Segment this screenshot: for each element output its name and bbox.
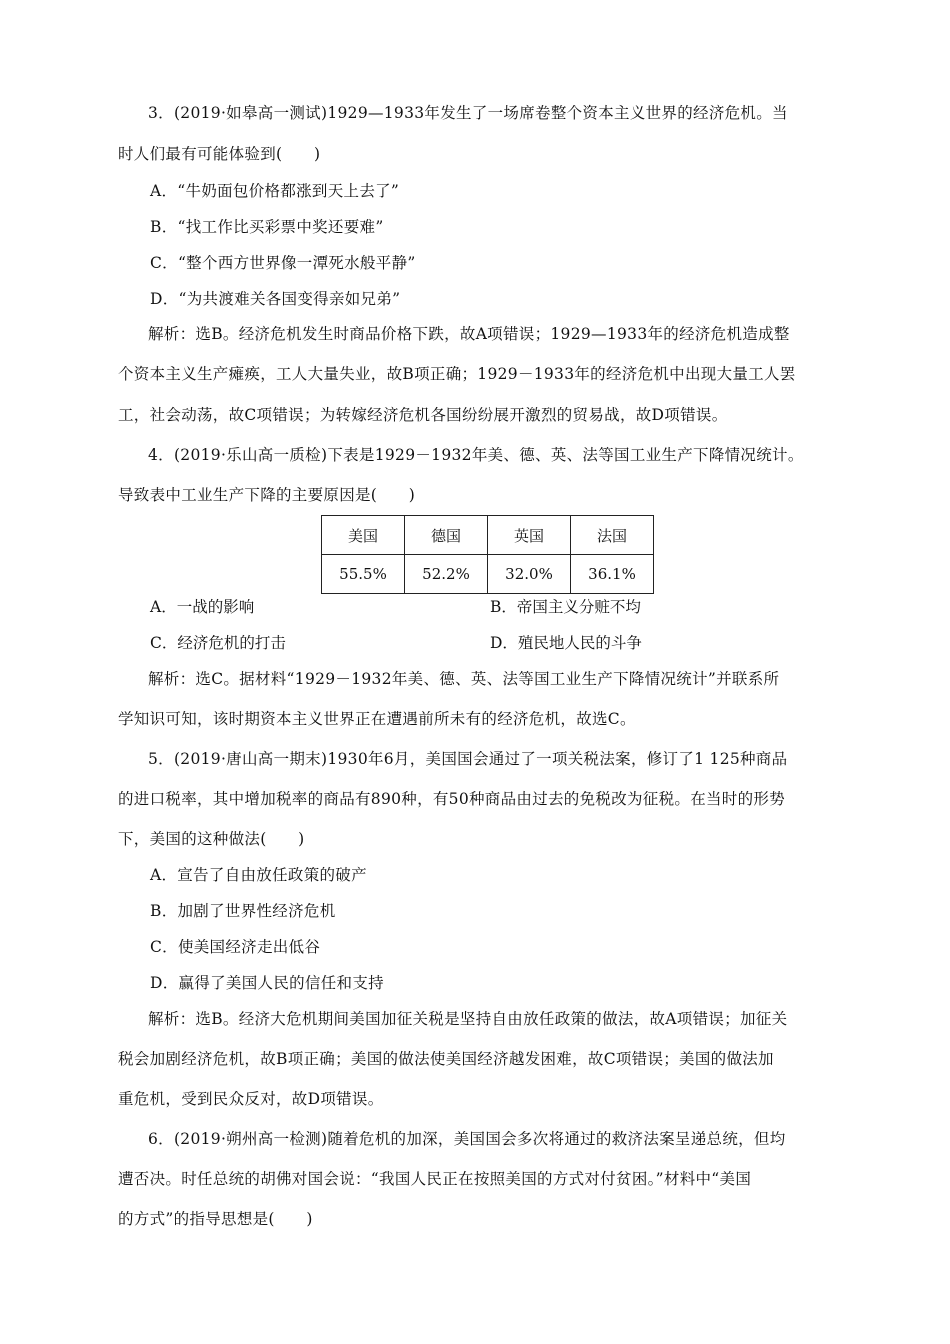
- q5-analysis-line-1: 解析：选B。经济大危机期间美国加征关税是坚持自由放任政策的做法，故A项错误；加征关: [148, 1010, 788, 1028]
- q3-stem-line-1: 3．(2019·如皋高一测试)1929—1933年发生了一场席卷整个资本主义世界的经济危机。当: [148, 104, 788, 122]
- q3-option-d: D．“为共渡难关各国变得亲如兄弟”: [150, 290, 401, 308]
- q3-option-c: C．“整个西方世界像一潭死水般平静”: [150, 254, 416, 272]
- table-cell: 32.0%: [488, 555, 571, 594]
- table-header-cell: 英国: [488, 516, 571, 555]
- q4-analysis-line-2: 学知识可知，该时期资本主义世界正在遭遇前所未有的经济危机，故选C。: [118, 710, 636, 728]
- q4-option-a: A．一战的影响: [150, 598, 255, 616]
- q3-analysis-line-1: 解析：选B。经济危机发生时商品价格下跌，故A项错误；1929—1933年的经济危机造成整: [148, 325, 790, 343]
- q3-analysis-line-3: 工，社会动荡，故C项错误；为转嫁经济危机各国纷纷展开激烈的贸易战，故D项错误。: [118, 406, 728, 424]
- q6-stem-line-2: 遭否决。时任总统的胡佛对国会说：“我国人民正在按照美国的方式对付贫困。”材料中“美国: [118, 1170, 752, 1188]
- q6-stem-line-1: 6．(2019·朔州高一检测)随着危机的加深，美国国会多次将通过的救济法案呈递总统，但均: [148, 1130, 786, 1148]
- table-cell: 55.5%: [322, 555, 405, 594]
- q5-stem-line-3: 下，美国的这种做法( ): [118, 830, 305, 848]
- q5-analysis-line-2: 税会加剧经济危机，故B项正确；美国的做法使美国经济越发困难，故C项错误；美国的做法加: [118, 1050, 774, 1068]
- q4-analysis-line-1: 解析：选C。据材料“1929－1932年美、德、英、法等国工业生产下降情况统计”并联系所: [148, 670, 780, 688]
- table-header-cell: 法国: [571, 516, 654, 555]
- q5-stem-line-1: 5．(2019·唐山高一期末)1930年6月，美国国会通过了一项关税法案，修订了1 125种商品: [148, 750, 788, 768]
- q3-option-b: B．“找工作比买彩票中奖还要难”: [150, 218, 384, 236]
- q4-stem-line-2: 导致表中工业生产下降的主要原因是( ): [118, 486, 416, 504]
- table-header-cell: 美国: [322, 516, 405, 555]
- q4-options-row-1: [150, 596, 850, 618]
- q5-option-a: A．宣告了自由放任政策的破产: [150, 866, 367, 884]
- q5-analysis-line-3: 重危机，受到民众反对，故D项错误。: [118, 1090, 384, 1108]
- q5-option-c: C．使美国经济走出低谷: [150, 938, 321, 956]
- table-row: [322, 555, 654, 594]
- q4-option-b: B．帝国主义分赃不均: [490, 598, 641, 616]
- industrial-decline-table: [321, 515, 654, 594]
- table-header-row: [322, 516, 654, 555]
- table-cell: 36.1%: [571, 555, 654, 594]
- q3-option-a: A．“牛奶面包价格都涨到天上去了”: [150, 182, 400, 200]
- q5-stem-line-2: 的进口税率，其中增加税率的商品有890种，有50种商品由过去的免税改为征税。在当时的形势: [118, 790, 786, 808]
- q4-option-d: D．殖民地人民的斗争: [490, 634, 642, 652]
- q4-stem-line-1: 4．(2019·乐山高一质检)下表是1929－1932年美、德、英、法等国工业生产下降情况统计。: [148, 446, 804, 464]
- q6-stem-line-3: 的方式”的指导思想是( ): [118, 1210, 313, 1228]
- q4-option-c: C．经济危机的打击: [150, 634, 286, 652]
- q3-stem-line-2: 时人们最有可能体验到( ): [118, 145, 321, 163]
- table-cell: 52.2%: [405, 555, 488, 594]
- q4-options-row-2: [150, 632, 850, 654]
- q3-analysis-line-2: 个资本主义生产瘫痪，工人大量失业，故B项正确；1929－1933年的经济危机中出现大量工人罢: [118, 365, 796, 383]
- table-header-cell: 德国: [405, 516, 488, 555]
- q5-option-b: B．加剧了世界性经济危机: [150, 902, 336, 920]
- q5-option-d: D．赢得了美国人民的信任和支持: [150, 974, 384, 992]
